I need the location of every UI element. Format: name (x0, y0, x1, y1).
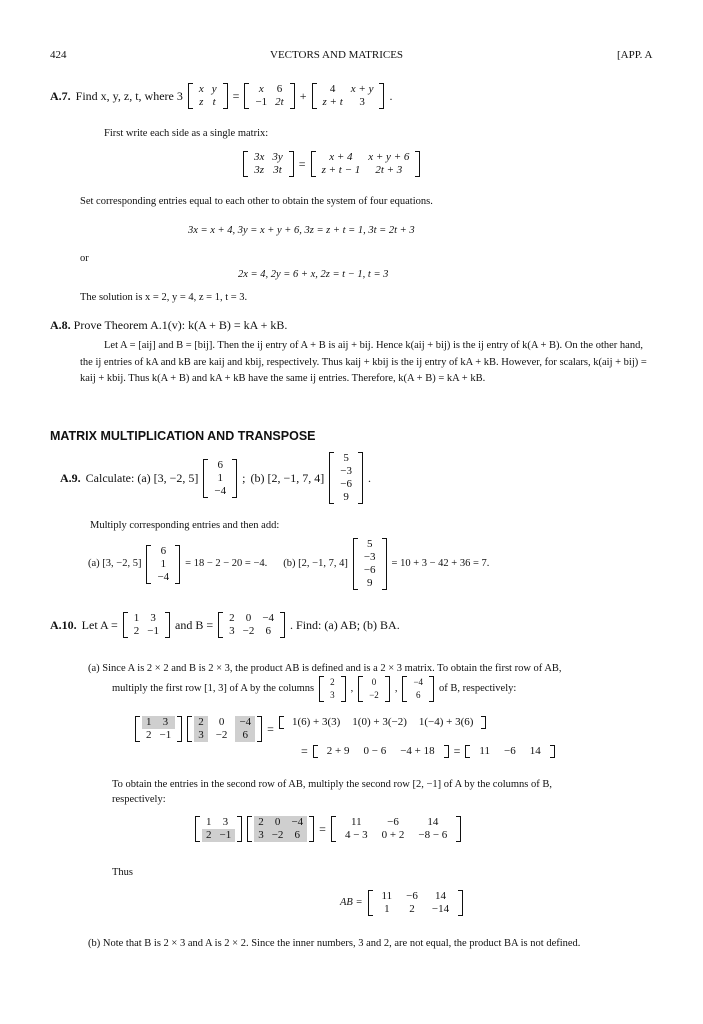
matrix-AB: 11 −6 14 1 2 −14 (368, 890, 464, 916)
a8-prompt: Prove Theorem A.1(v): k(A + B) = kA + kB. (73, 318, 288, 332)
ab-label: AB = (340, 897, 363, 909)
a10-first-row-simplified: = 2 + 9 0 − 6 −4 + 18 = 11 −6 14 (301, 744, 555, 759)
a10-part-a-text-1: (a) Since A is 2 × 2 and B is 2 × 3, the product AB is defined and is a 2 × 3 matrix. To obtain the first row of AB, (88, 663, 562, 674)
matrix-B: 2 0 −4 3 −2 6 (218, 612, 285, 638)
a10-find: . Find: (a) AB; (b) BA. (290, 617, 400, 632)
a7-single-matrix-eq: 3x 3y 3z 3t = x + 4 x + y + 6 z + t − 1 2t + 3 (243, 151, 420, 177)
a7-equations-2: 2x = 4, 2y = 6 + x, 2z = t − 1, t = 3 (238, 269, 389, 280)
a8-label: A.8. (50, 318, 71, 332)
a9-answers (88, 538, 489, 590)
a9-answer-b-result: = 10 + 3 − 42 + 36 = 7. (391, 558, 490, 570)
matrix-A-second-row-highlight: 1 3 2 −1 (195, 816, 242, 842)
a8-proof: Let A = [aij] and B = [bij]. Then the ij entry of A + B is aij + bij. Hence k(aij + bij) is the ij entry of k(A + B). On the other hand, the ij entries of kA and kB are kaij and kbij, respectively. Thus kaij + kbij is the ij entry of kA + kB. However, for scalars, k(aij + bij) = kaij + kbij. Thus k(A + B) and kA + kB have the same ij entries. Therefore, k(A + B) = kA + kB. (80, 340, 647, 384)
section-title: MATRIX MULTIPLICATION AND TRANSPOSE (50, 429, 316, 443)
a9-answer-b-prefix: (b) [2, −1, 7, 4] (283, 558, 348, 570)
a7-matrix-1: x 6 −1 2t (244, 83, 294, 109)
a7-problem: A.7. Find x, y, z, t, where 3 x y z t = x 6 −1 2t + 4 x + y z + t 3 . (50, 83, 393, 108)
a10-pa2: multiply the first row [1, 3] of A by the columns (112, 683, 315, 695)
a7-step1: First write each side as a single matrix: (104, 128, 269, 139)
a9-instruction: Multiply corresponding entries and then add: (90, 520, 280, 531)
a9-prompt-b: (b) [2, −1, 7, 4] (250, 470, 325, 485)
a9-column-a: 6 1 −4 (203, 459, 237, 498)
a7-or: or (80, 253, 89, 264)
a10-part-a-text-2: multiply the first row [1, 3] of A by the columns 2 3 , 0 −2 , −4 6 of B, respectively: (112, 677, 517, 700)
a9-label: A.9. (60, 470, 81, 485)
running-title: VECTORS AND MATRICES (270, 49, 404, 61)
column-b3: −4 6 (402, 676, 434, 702)
a9-problem: A.9. Calculate: (a) [3, −2, 5] 6 1 −4 ; (b) [2, −1, 7, 4] 5 −3 −6 9 . (60, 452, 371, 503)
row1-expanded: 1(6) + 3(3) 1(0) + 3(−2) 1(−4) + 3(6) (279, 716, 486, 729)
a10-part-a-text-4: respectively: (112, 794, 166, 805)
a9-answer-a-prefix: (a) [3, −2, 5] (88, 558, 142, 570)
a8-problem (50, 318, 287, 333)
row2-expanded-matrix: 11 −6 14 4 − 3 0 + 2 −8 − 6 (331, 816, 461, 842)
a9-prompt-a: Calculate: (a) [3, −2, 5] (85, 470, 199, 485)
a9-answer-a-result: = 18 − 2 − 20 = −4. (185, 558, 268, 570)
a7-matrix-2: 4 x + y z + t 3 (312, 83, 385, 109)
a10-thus: Thus (112, 867, 133, 878)
a7-step-left-matrix: 3x 3y 3z 3t (243, 151, 294, 177)
a7-label: A.7. (50, 88, 71, 103)
a9-separator: ; (242, 470, 246, 485)
a10-pa3: of B, respectively: (439, 683, 517, 695)
a10-problem (50, 612, 400, 638)
a10-and-b: and B = (175, 617, 214, 632)
a7-solution: The solution is x = 2, y = 4, z = 1, t = 3. (80, 292, 248, 303)
matrix-A: 1 3 2 −1 (123, 612, 170, 638)
matrix-B-columns-highlight-2: 2 0 −4 3 −2 6 (247, 816, 314, 842)
a9-column-b: 5 −3 −6 9 (329, 452, 363, 504)
a10-first-row-product: 1 3 2 −1 2 0 −4 3 −2 6 = 1(6) + 3(3) 1(0) + 3(−2) 1(−4) + 3(6) (135, 716, 486, 742)
matrix-B-columns-highlight: 2 0 −4 3 −2 6 (187, 716, 262, 742)
a10-part-b: (b) Note that B is 2 × 3 and A is 2 × 2. Since the inner numbers, 3 and 2, are not equal, the product BA is not defined. (88, 938, 581, 949)
section-ref: [APP. A (617, 49, 653, 61)
a9-answer-b-column: 5 −3 −6 9 (353, 538, 387, 590)
a7-prompt: Find x, y, z, t, where 3 (75, 88, 183, 103)
a7-equations-1: 3x = x + 4, 3y = x + y + 6, 3z = z + t = 1, 3t = 2t + 3 (188, 225, 415, 236)
column-b1: 2 3 (319, 676, 346, 702)
column-b2: 0 −2 (358, 676, 390, 702)
a7-step2: Set corresponding entries equal to each other to obtain the system of four equations. (80, 196, 433, 207)
a10-label: A.10. (50, 617, 77, 632)
page-number: 424 (50, 49, 67, 61)
a7-step-right-matrix: x + 4 x + y + 6 z + t − 1 2t + 3 (311, 151, 421, 177)
a10-let: Let A = (81, 617, 118, 632)
a9-answer-a-column: 6 1 −4 (146, 545, 180, 584)
matrix-A-first-row-highlight: 1 3 2 −1 (135, 716, 182, 742)
a7-lhs-matrix: x y z t (188, 83, 228, 109)
a10-part-a-text-3: To obtain the entries in the second row of AB, multiply the second row [2, −1] of A by the columns of B, (112, 779, 552, 790)
a10-second-row-product: 1 3 2 −1 2 0 −4 3 −2 6 = 11 −6 14 4 − 3 0 + 2 −8 − 6 (195, 816, 461, 842)
row1-sums: 2 + 9 0 − 6 −4 + 18 (313, 745, 449, 758)
row1-result: 11 −6 14 (465, 745, 554, 758)
a10-ab-result (340, 890, 463, 916)
